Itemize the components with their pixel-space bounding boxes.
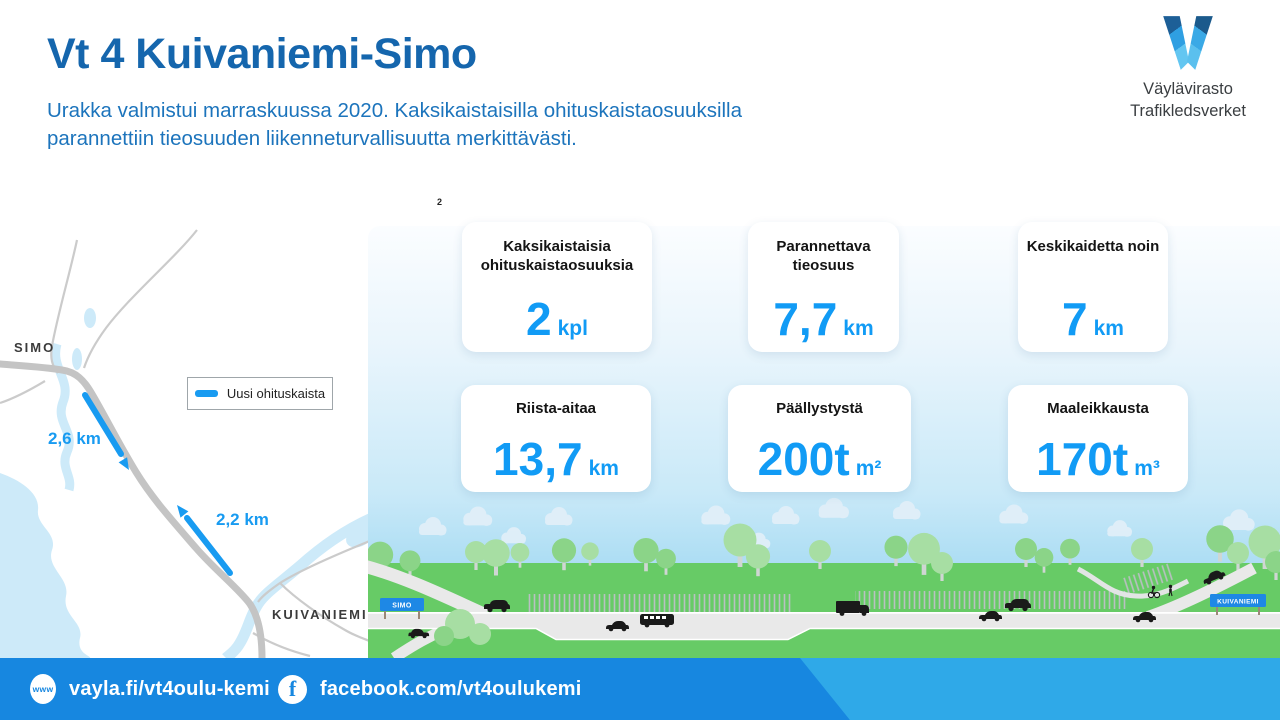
stat-value: 200t [757, 433, 850, 485]
vaylavirasto-v-icon [1157, 16, 1219, 72]
logo-line2: Trafikledsverket [1130, 101, 1246, 120]
stat-unit: m² [855, 457, 882, 480]
segment-length-2: 2,2 km [216, 510, 269, 529]
stat-card-median-barrier [1018, 222, 1168, 352]
facebook-url: facebook.com/vt4oulukemi [320, 677, 582, 700]
map-label-simo: SIMO [14, 340, 56, 355]
page-subtitle: Urakka valmistui marraskuussa 2020. Kaksikaistaisilla ohituskaistaosuuksilla parannettiin tieosuuden liikenneturvallisuutta merkittävästi. [47, 99, 743, 151]
facebook-icon: f [278, 675, 307, 704]
map-label-kuivaniemi: KUIVANIEMI [272, 607, 368, 622]
logo-line1: Väylävirasto [1143, 80, 1233, 98]
footer-facebook-link[interactable] [278, 658, 582, 720]
stat-value: 2 [526, 293, 552, 345]
stat-unit: kpl [557, 317, 588, 340]
stat-label: Maaleikkausta [1047, 400, 1149, 417]
vaylavirasto-logo [1108, 16, 1268, 123]
stat-card-paving [728, 385, 911, 492]
stat-card-improved-road [748, 222, 899, 352]
legend-swatch-new-passing-lane [195, 390, 218, 397]
stat-unit: km [588, 457, 619, 480]
stat-value: 170t [1036, 433, 1129, 485]
stat-unit: m³ [1134, 457, 1160, 480]
svg-text:KUIVANIEMI: KUIVANIEMI [1217, 598, 1259, 606]
segment-length-1: 2,6 km [48, 429, 101, 448]
www-globe-icon: www [30, 674, 56, 704]
map-water [0, 308, 368, 658]
stat-unit: km [843, 317, 874, 340]
stat-label: Parannettava tieosuus [776, 238, 871, 274]
stat-label: Kaksikaistaisia ohituskaistaosuuksia [480, 238, 634, 274]
stat-value: 7,7 [773, 293, 838, 345]
stat-label: Riista-aitaa [515, 400, 597, 417]
svg-text:SIMO: SIMO [392, 602, 412, 610]
website-url: vayla.fi/vt4oulu-kemi [69, 677, 270, 700]
stat-value: 13,7 [493, 433, 583, 485]
stat-card-passing-lane-sections [462, 222, 652, 352]
route-map [0, 218, 368, 658]
clouds [419, 498, 1255, 548]
footnote-mark: 2 [437, 197, 443, 207]
stat-card-earth-cutting [1008, 385, 1188, 492]
stat-card-game-fence [461, 385, 651, 492]
footer-bar [0, 658, 1280, 720]
footer-website-link[interactable] [30, 658, 270, 720]
page-title: Vt 4 Kuivaniemi-Simo [47, 30, 477, 78]
legend-label: Uusi ohituskaista [226, 386, 326, 401]
stat-value: 7 [1062, 293, 1088, 345]
stat-label: Päällystystä [776, 400, 863, 417]
map-legend [187, 377, 333, 410]
stat-label: Keskikaidetta noin [1026, 238, 1160, 255]
stat-unit: km [1093, 317, 1124, 340]
